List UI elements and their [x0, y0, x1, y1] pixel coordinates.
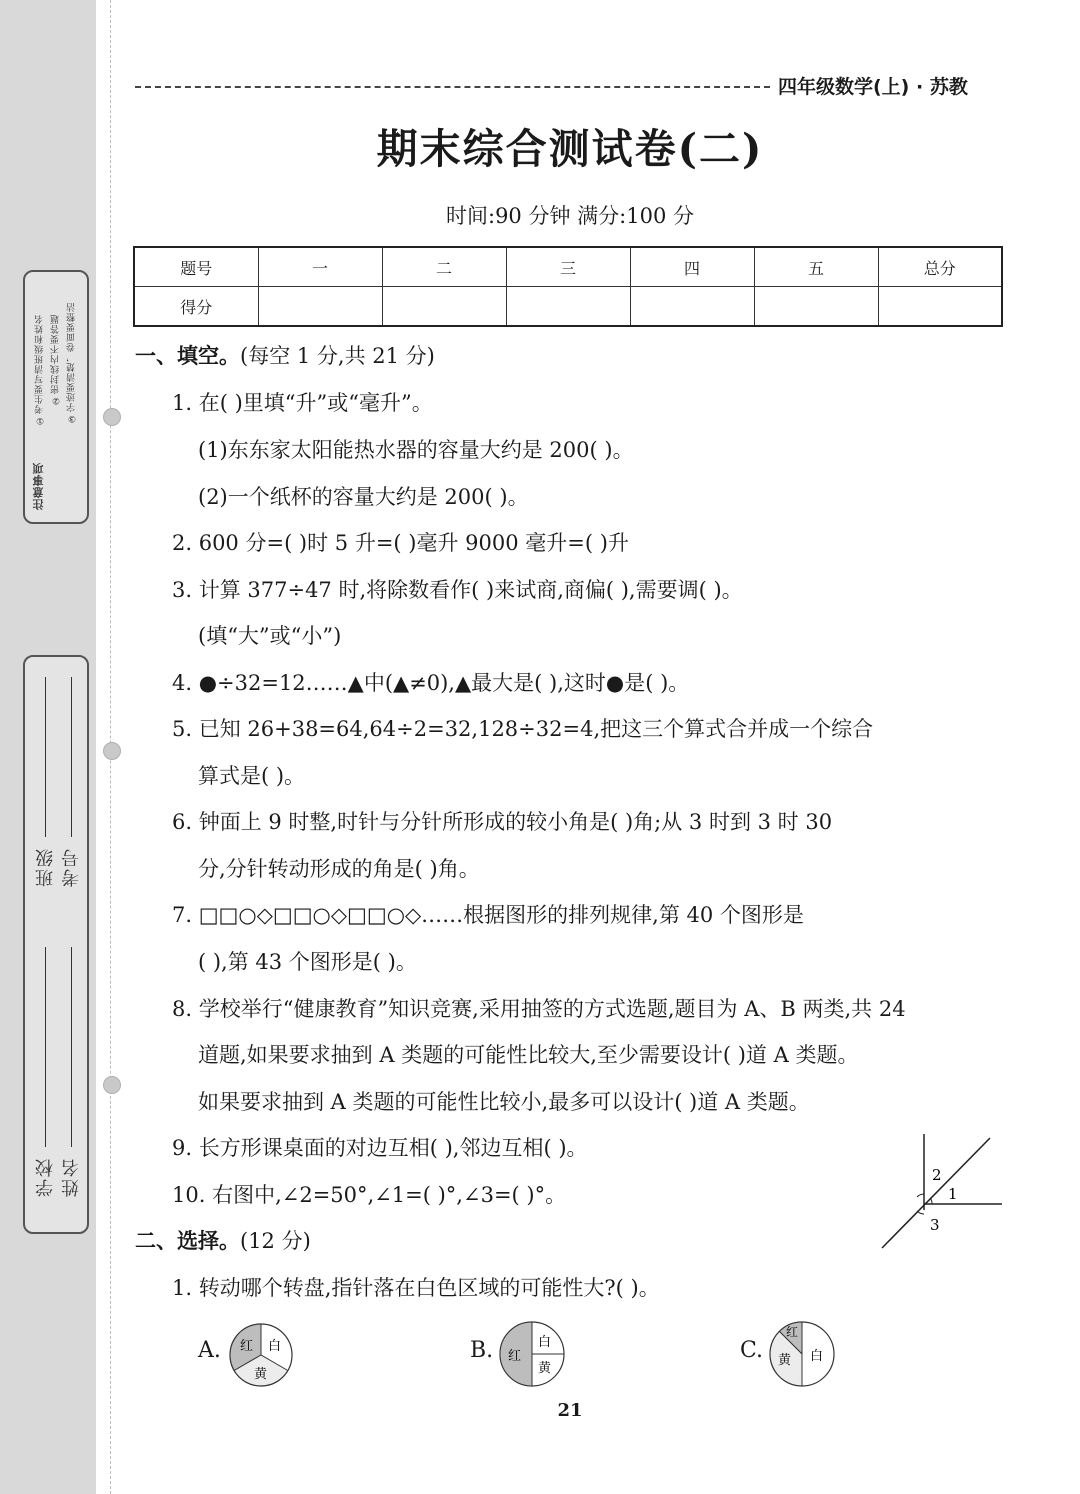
question-5-cont: 算式是( )。: [198, 764, 306, 788]
grade-subject-tag: 四年级数学(上) · 苏教: [778, 76, 968, 98]
notice-line-1: ①考生要写清班级和姓名: [35, 314, 45, 425]
notice-line-2: ②密封线内不要答题: [51, 314, 61, 405]
exam-no-underline[interactable]: [71, 677, 72, 837]
score-input-cell[interactable]: [382, 287, 506, 327]
class-label: 班级: [35, 847, 56, 887]
angle-label-2: 2: [932, 1166, 942, 1184]
question-7-cont: ( ),第 43 个图形是( )。: [198, 950, 417, 974]
question-4: 4. ●÷32=12……▲中(▲≠0),▲最大是( ),这时●是( )。: [172, 671, 690, 695]
score-input-cell[interactable]: [754, 287, 878, 327]
name-underline[interactable]: [71, 947, 72, 1147]
student-info-box: [23, 655, 89, 1234]
section-2-title: 二、选择。: [135, 1228, 240, 1253]
exam-time-score: 时间:90 分钟 满分:100 分: [446, 204, 694, 228]
angle-2-arc: [917, 1194, 924, 1197]
question-9: 9. 长方形课桌面的对边互相( ),邻边互相( )。: [172, 1136, 588, 1160]
question-3: 3. 计算 377÷47 时,将除数看作( )来试商,商偏( ),需要调( )。: [172, 578, 743, 602]
seal-dot: [103, 1076, 121, 1094]
section-1-heading: [135, 340, 435, 370]
spinner-b-label: 红: [508, 1349, 522, 1364]
angle-label-3: 3: [930, 1216, 940, 1234]
spinner-a-label: 白: [268, 1339, 282, 1354]
spinner-c-label: 黄: [778, 1353, 792, 1368]
section-1-note: (每空 1 分,共 21 分): [240, 344, 435, 368]
score-cell: 五: [754, 247, 878, 287]
angle-label-1: 1: [948, 1185, 958, 1203]
school-label: 学校: [35, 1157, 56, 1197]
spinner-c[interactable]: [768, 1320, 836, 1388]
option-a-letter[interactable]: A.: [198, 1338, 221, 1363]
page-title: 期末综合测试卷(二): [376, 125, 764, 173]
score-cell: 得分: [134, 287, 258, 327]
name-label: 姓名: [61, 1157, 82, 1197]
question-1-part-1: (1)东东家太阳能热水器的容量大约是 200( )。: [198, 438, 634, 462]
question-3-note: (填“大”或“小”): [198, 624, 342, 648]
question-6: 6. 钟面上 9 时整,时针与分针所形成的较小角是( )角;从 3 时到 3 时 30: [172, 810, 833, 834]
score-table-header-row: [134, 247, 1002, 287]
question-1: 1. 在( )里填“升”或“毫升”。: [172, 391, 433, 415]
angle-figure: [880, 1130, 1005, 1250]
spinner-b[interactable]: [498, 1320, 566, 1388]
score-input-cell[interactable]: [258, 287, 382, 327]
choice-question-1: 1. 转动哪个转盘,指针落在白色区域的可能性大?( )。: [172, 1276, 660, 1300]
question-8: 8. 学校举行“健康教育”知识竞赛,采用抽签的方式选题,题目为 A、B 两类,共 24: [172, 997, 906, 1021]
question-2: 2. 600 分=( )时 5 升=( )毫升 9000 毫升=( )升: [172, 531, 629, 555]
option-b-letter[interactable]: B.: [470, 1338, 494, 1363]
score-cell: 四: [630, 247, 754, 287]
section-2-heading: [135, 1225, 311, 1255]
score-table-score-row: [134, 287, 1002, 327]
question-8-cont-2: 如果要求抽到 A 类题的可能性比较小,最多可以设计( )道 A 类题。: [198, 1090, 810, 1114]
notice-box: [23, 270, 89, 524]
section-1-title: 一、填空。: [135, 343, 240, 368]
score-cell: 一: [258, 247, 382, 287]
question-6-cont: 分,分针转动形成的角是( )角。: [198, 857, 480, 881]
score-table: [133, 246, 1003, 327]
score-input-cell[interactable]: [630, 287, 754, 327]
score-input-cell[interactable]: [878, 287, 1002, 327]
notice-line-3: ③字迹要清楚，卷面要整洁: [67, 302, 77, 423]
question-8-cont: 道题,如果要求抽到 A 类题的可能性比较大,至少需要设计( )道 A 类题。: [198, 1043, 859, 1067]
option-c-letter[interactable]: C.: [740, 1338, 764, 1363]
header-dashed-line: [135, 86, 770, 88]
class-underline[interactable]: [45, 677, 46, 837]
score-cell: 二: [382, 247, 506, 287]
question-10: 10. 右图中,∠2=50°,∠1=( )°,∠3=( )°。: [172, 1183, 567, 1207]
notice-title: 注意事项: [32, 462, 45, 510]
school-underline[interactable]: [45, 947, 46, 1147]
spinner-a-label: 黄: [254, 1367, 268, 1382]
score-cell: 三: [506, 247, 630, 287]
spinner-b-label: 白: [538, 1335, 552, 1350]
score-input-cell[interactable]: [506, 287, 630, 327]
spinner-b-label: 黄: [538, 1361, 552, 1376]
section-2-note: (12 分): [240, 1229, 311, 1253]
spinner-c-label: 红: [786, 1325, 799, 1339]
page-number: 21: [557, 1400, 583, 1421]
angle-3-arc: [917, 1211, 924, 1214]
spinner-a-label: 红: [240, 1339, 254, 1354]
question-7: 7. □□○◇□□○◇□□○◇……根据图形的排列规律,第 40 个图形是: [172, 903, 804, 927]
angle-1-arc: [930, 1198, 932, 1204]
question-1-part-2: (2)一个纸杯的容量大约是 200( )。: [198, 485, 529, 509]
score-cell: 题号: [134, 247, 258, 287]
seal-dot: [103, 742, 121, 760]
score-cell: 总分: [878, 247, 1002, 287]
spinner-a[interactable]: [228, 1322, 294, 1388]
seal-dot: [103, 408, 121, 426]
spinner-c-label: 白: [810, 1349, 824, 1364]
exam-no-label: 考号: [61, 847, 82, 887]
question-5: 5. 已知 26+38=64,64÷2=32,128÷32=4,把这三个算式合并成一个综合: [172, 717, 874, 741]
